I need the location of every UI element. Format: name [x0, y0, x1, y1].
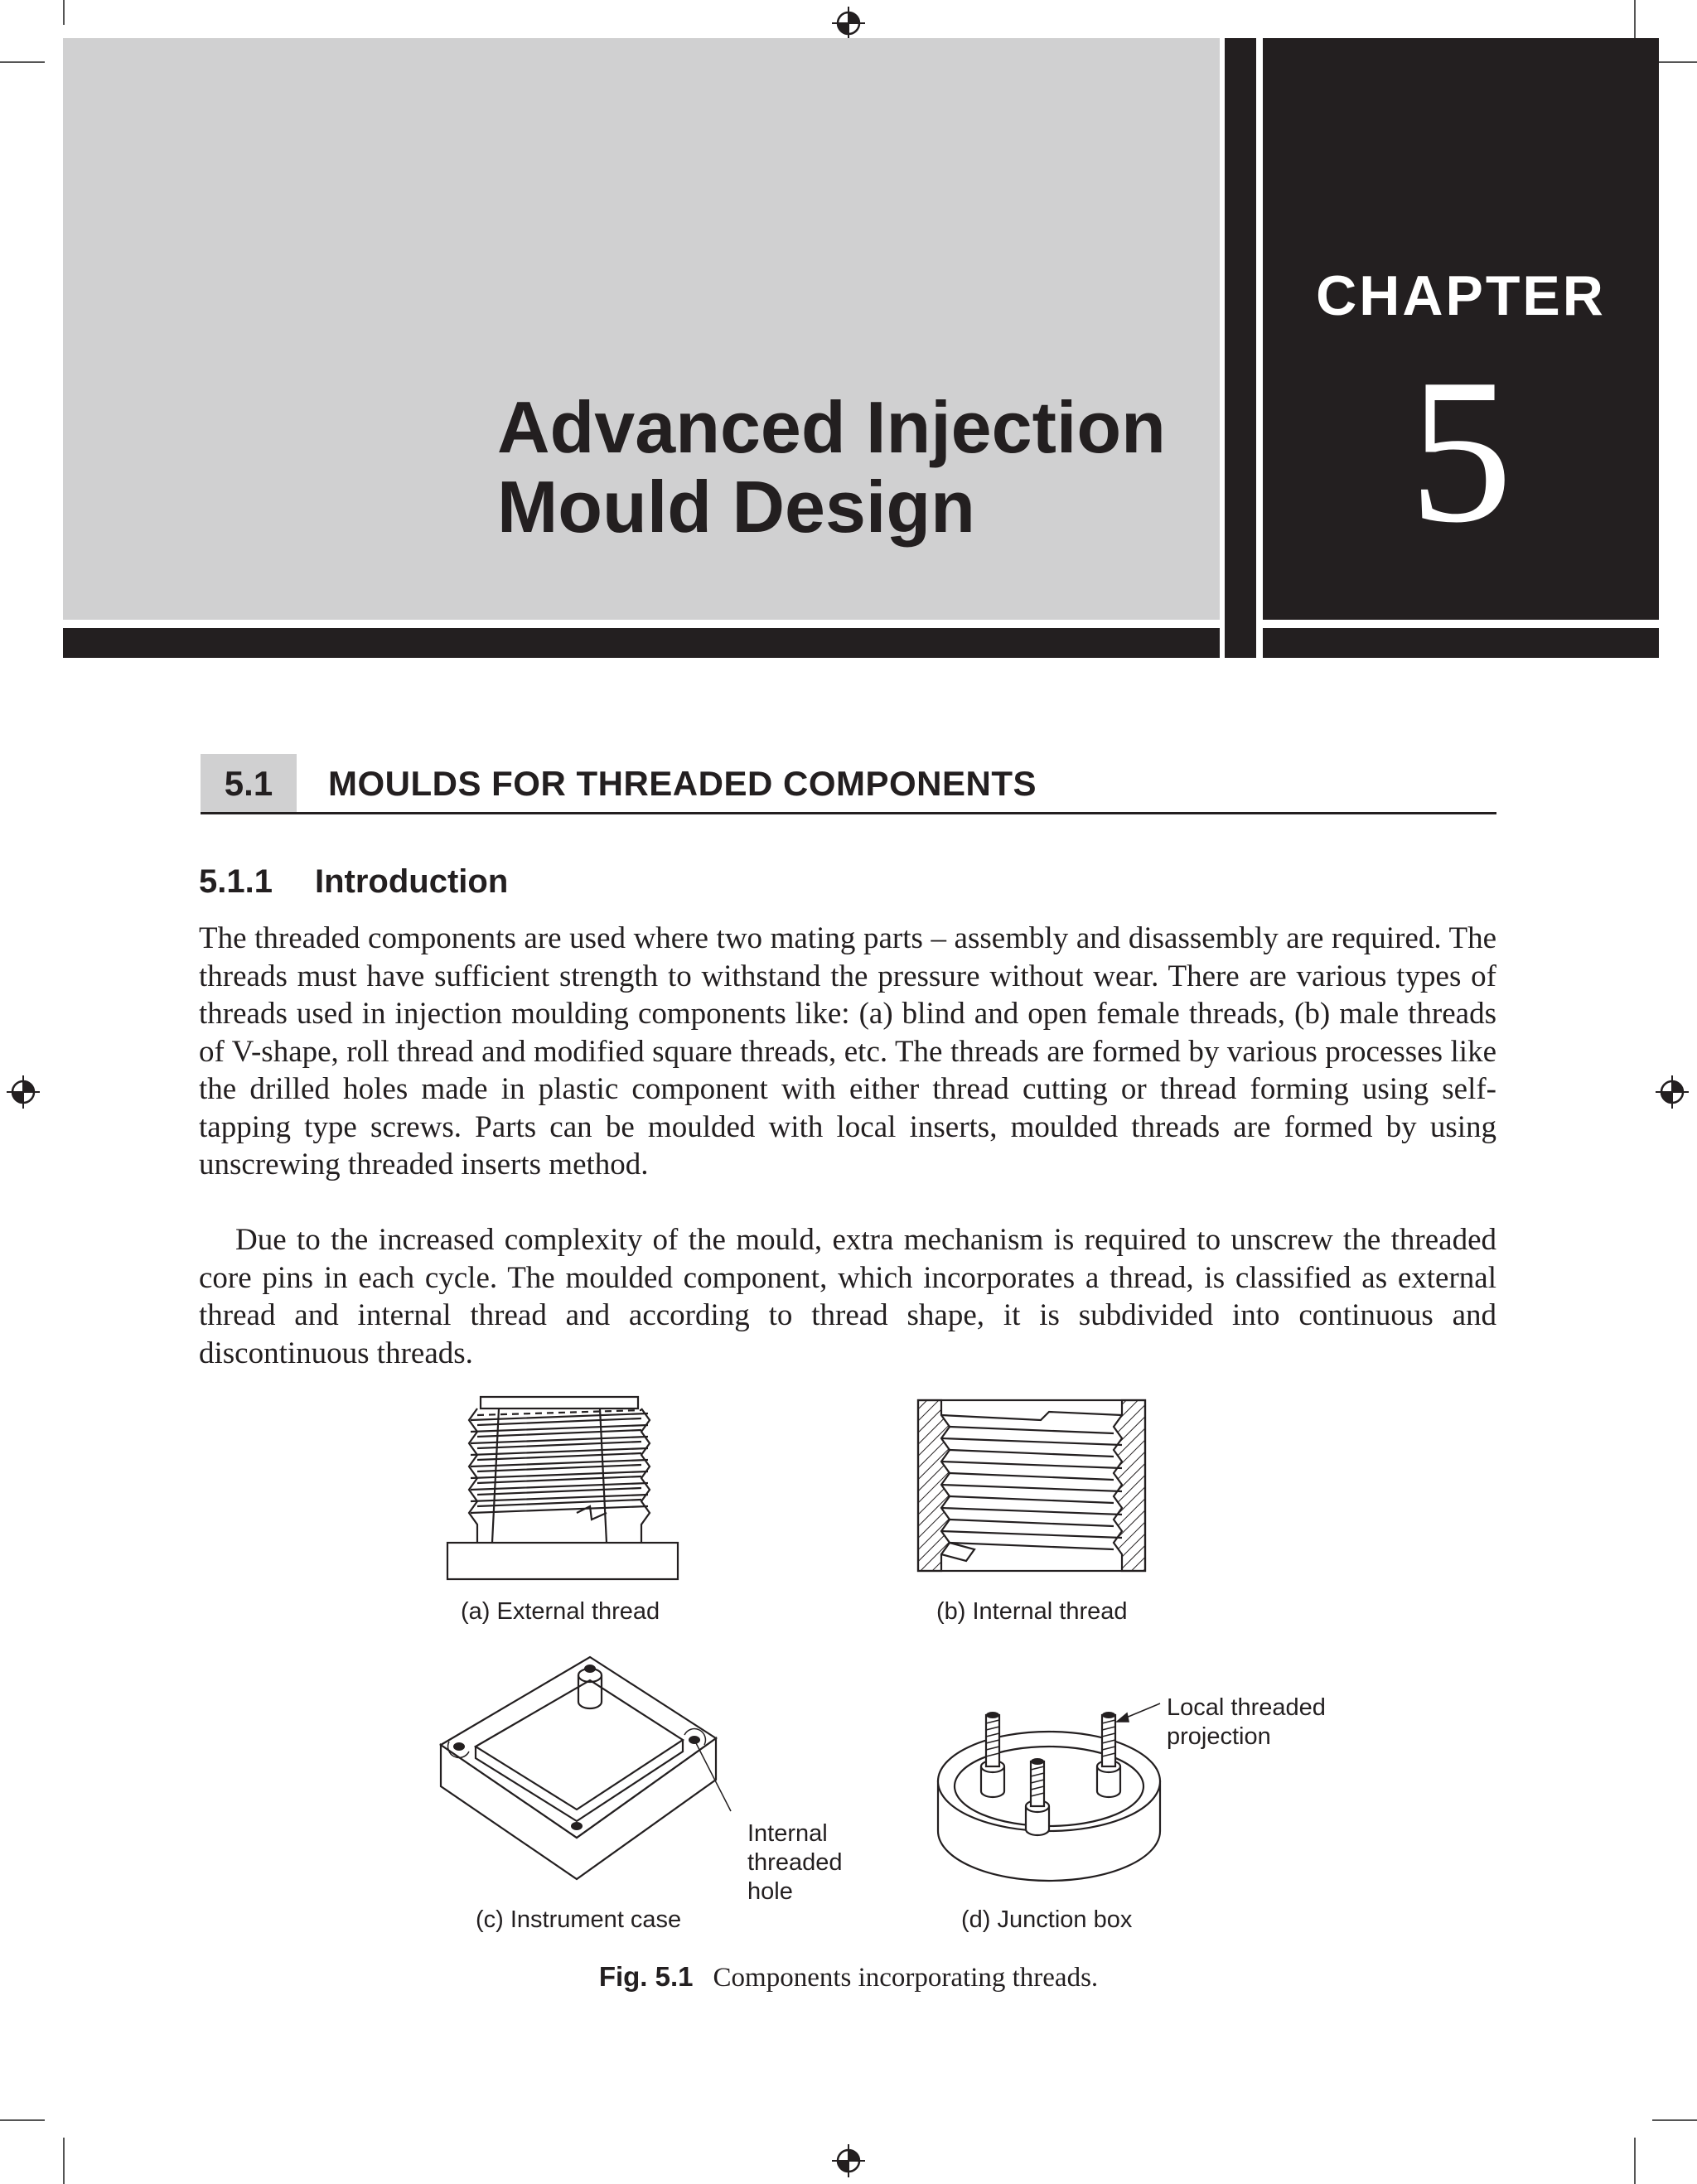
callout-local-projection-line-2: projection — [1167, 1723, 1271, 1750]
callout-internal-threaded-hole — [747, 1819, 843, 1906]
crop-mark-bottom-left-h — [0, 2119, 45, 2121]
registration-mark-right — [1656, 1075, 1689, 1109]
caption-external-thread: (a) External thread — [461, 1598, 660, 1625]
internal-thread-drawing — [916, 1399, 1147, 1573]
figure-caption-label: Fig. 5.1 — [598, 1961, 694, 1992]
section-title: MOULDS FOR THREADED COMPONENTS — [328, 764, 1037, 803]
crop-mark-top-left-v — [63, 0, 65, 25]
subsection-title: Introduction — [315, 863, 509, 900]
crop-mark-bottom-right-v — [1634, 2138, 1636, 2184]
chapter-title-line-2: Mould Design — [497, 466, 975, 548]
figure-caption — [0, 1960, 1697, 1994]
section-rule — [201, 812, 1496, 814]
crop-mark-top-left-h — [0, 61, 45, 63]
junction-box-drawing — [933, 1690, 1165, 1889]
chapter-label: CHAPTER — [1316, 264, 1606, 327]
header-band-left — [63, 628, 1220, 658]
callout-local-threaded-projection — [1167, 1694, 1326, 1752]
external-thread-drawing — [444, 1395, 681, 1582]
caption-instrument-case: (c) Instrument case — [476, 1906, 682, 1933]
subsection-number: 5.1.1 — [199, 863, 273, 900]
callout-internal-hole-line-1: Internal — [747, 1820, 828, 1847]
callout-internal-hole-line-3: hole — [747, 1878, 793, 1905]
crop-mark-bottom-left-v — [63, 2138, 65, 2184]
body-paragraph-1: The threaded components are used where two mating parts – assembly and disassembly are required. The threads must have sufficient strength to withstand the pressure without wear. There are various types of threads used in injection moulding components like: (a) blind and open female threads, (b) male threads of V-shape, roll thread and modified square threads, etc. The threads are formed by various processes like the drilled holes made in plastic component with either thread cutting or thread forming using self-tapping type screws. Parts can be moulded with local inserts, moulded threads are formed by using unscrewing threaded inserts method. — [199, 921, 1496, 1181]
registration-mark-left — [7, 1075, 40, 1109]
chapter-title — [497, 388, 1210, 547]
callout-internal-hole-line-2: threaded — [747, 1849, 843, 1876]
header-divider-bar — [1225, 38, 1256, 658]
registration-mark-bottom — [832, 2144, 865, 2177]
chapter-number: 5 — [1409, 336, 1513, 566]
header-band-right — [1263, 628, 1659, 658]
caption-internal-thread: (b) Internal thread — [936, 1598, 1128, 1625]
instrument-case-drawing — [438, 1654, 719, 1886]
crop-mark-bottom-right-h — [1652, 2119, 1697, 2121]
subsection-heading — [199, 858, 508, 905]
registration-mark-top — [832, 7, 865, 40]
crop-mark-top-right-h — [1652, 61, 1697, 63]
section-number: 5.1 — [201, 754, 297, 814]
callout-local-projection-line-1: Local threaded — [1167, 1694, 1326, 1721]
chapter-title-line-1: Advanced Injection — [497, 386, 1166, 468]
body-paragraph-2: Due to the increased complexity of the mould, extra mechanism is required to unscrew the threaded core pins in each cycle. The moulded component, which incorporates a thread, is classified as external thread and internal thread and according to thread shape, it is subdivided into continuous and discontinuous threads. — [199, 1223, 1496, 1370]
caption-junction-box: (d) Junction box — [961, 1906, 1133, 1933]
figure-caption-text: Components incorporating threads. — [713, 1963, 1099, 1993]
